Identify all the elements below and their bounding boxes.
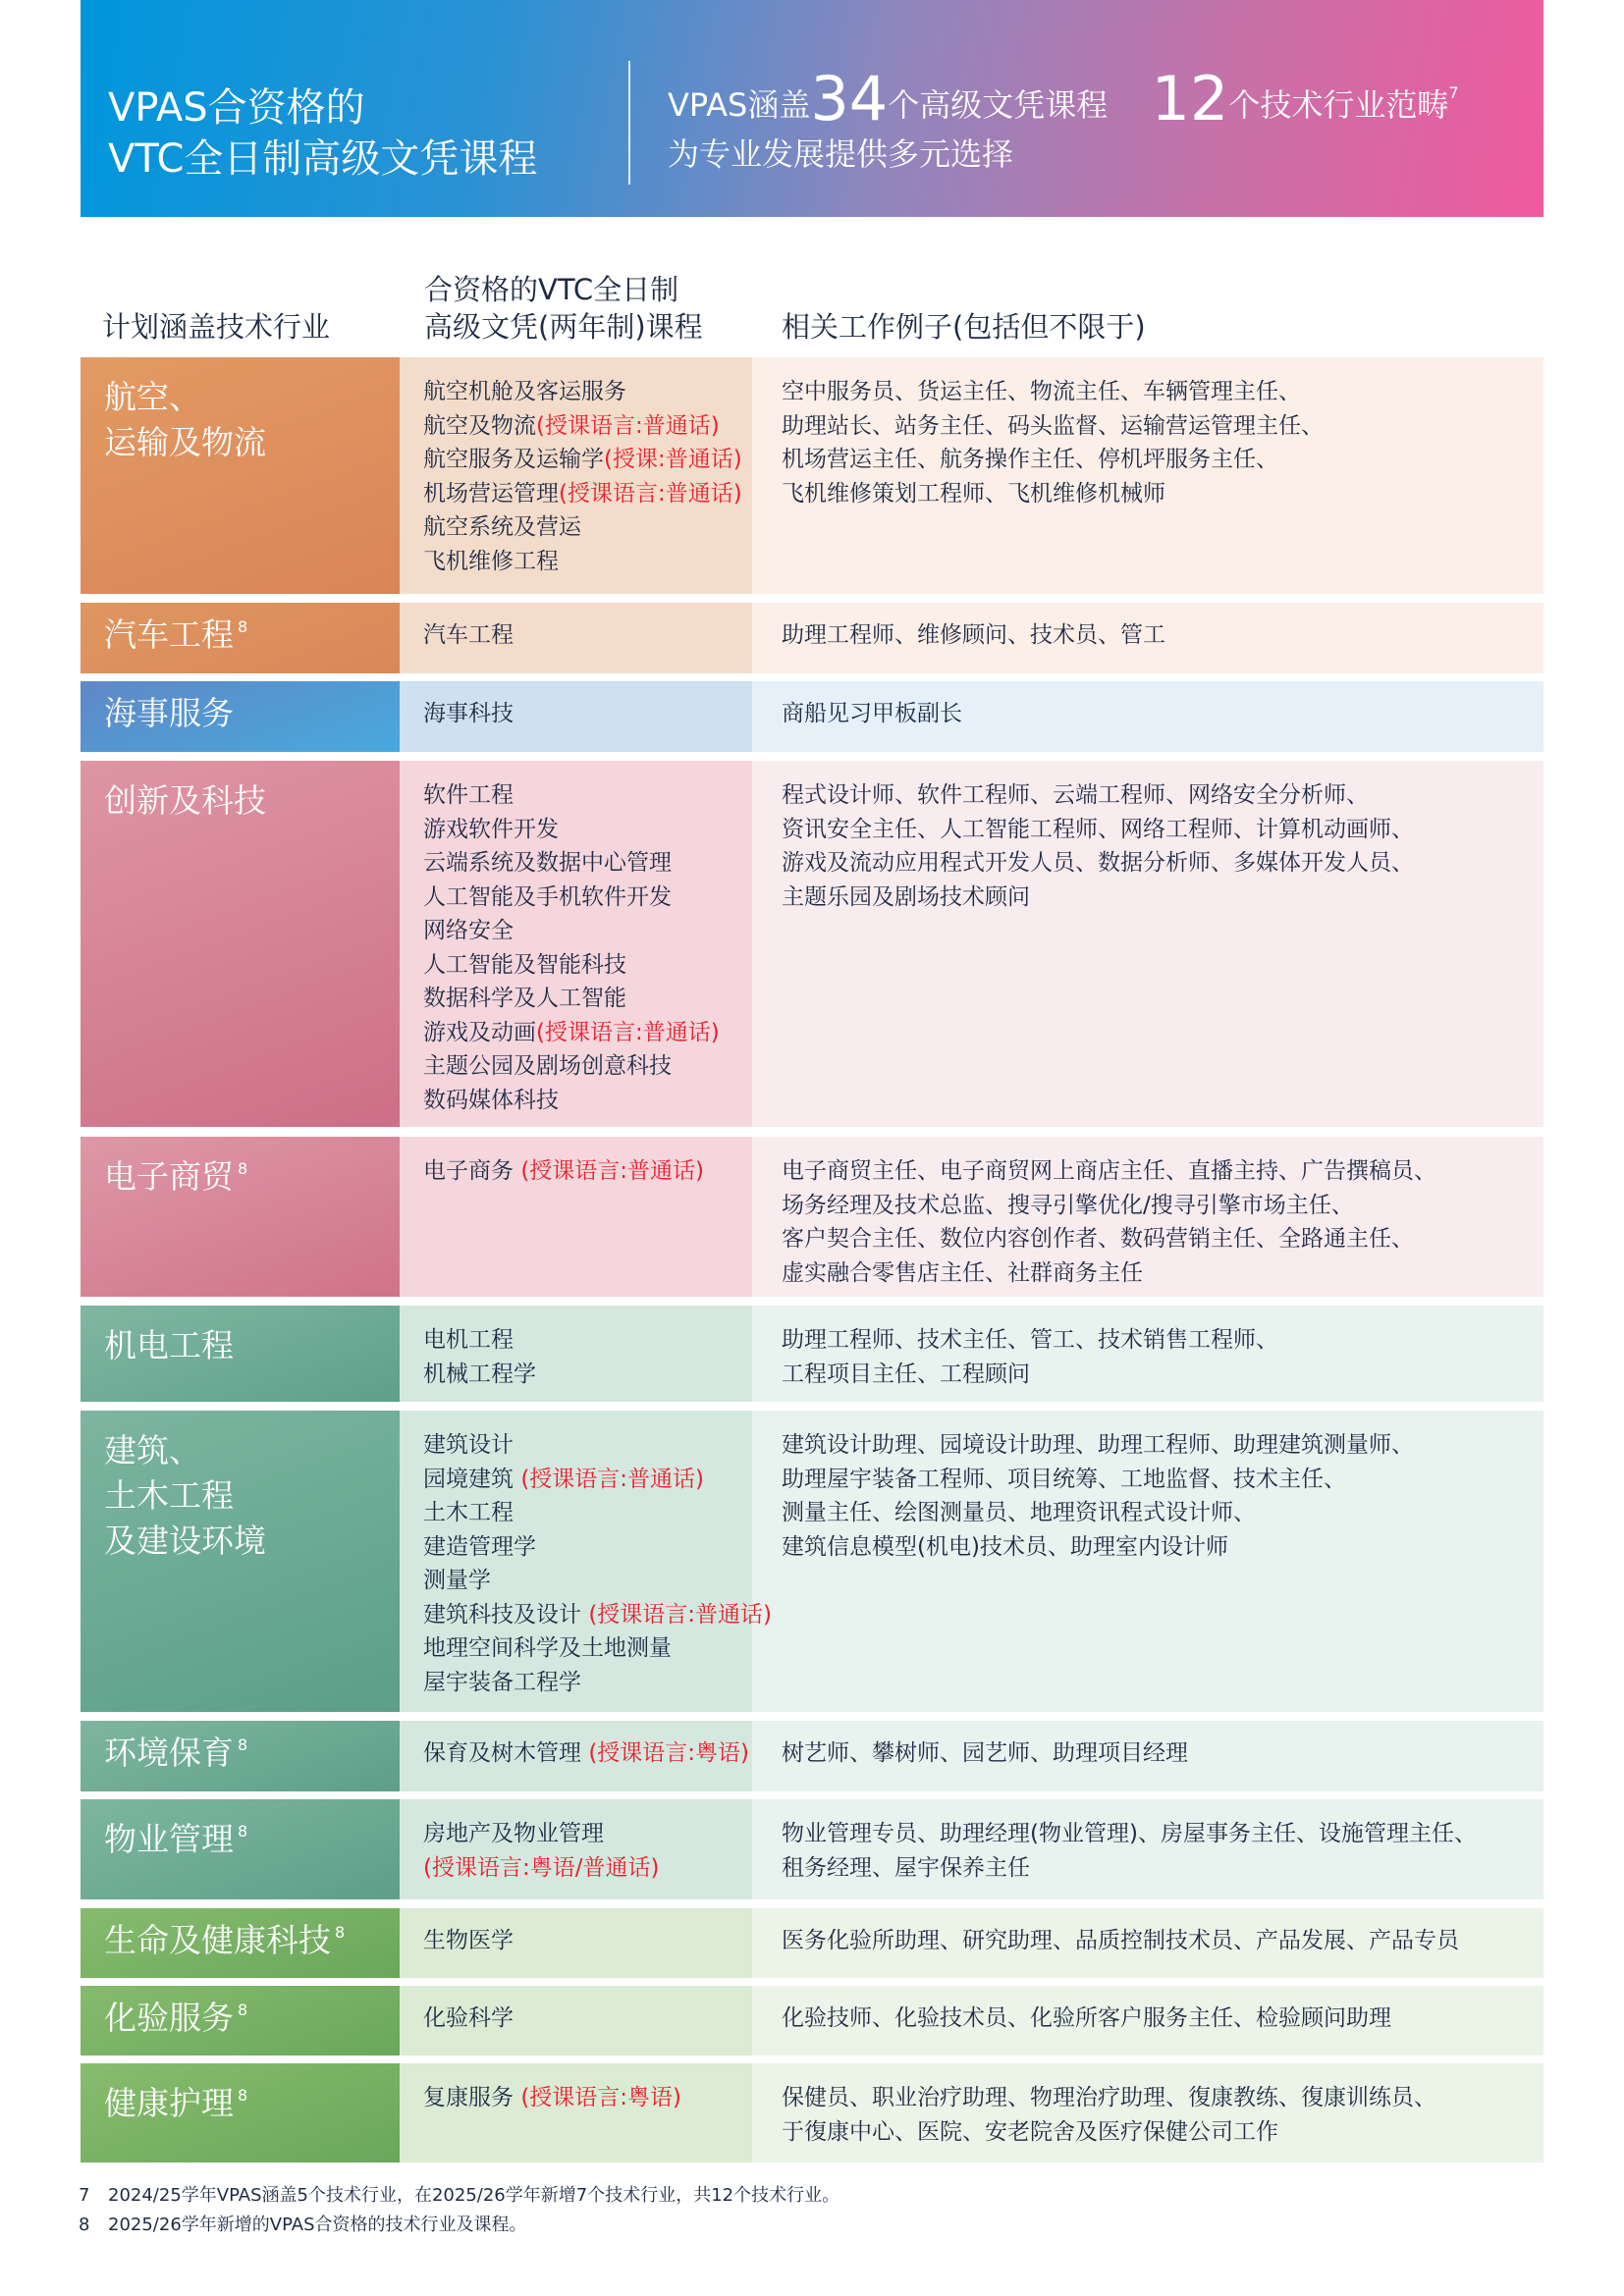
course-item <box>423 1496 752 1530</box>
job-line: 虚实融合零售店主任、社群商务主任 <box>782 1259 1143 1286</box>
course-name: 主题公园及剧场创意科技 <box>423 1053 672 1079</box>
language-note: (授课:普通话) <box>604 447 742 472</box>
industry-cell <box>81 2063 400 2163</box>
course-name: 航空及物流 <box>423 412 536 439</box>
industry-cell <box>81 1799 400 1899</box>
course-item <box>423 1564 752 1598</box>
course-name: 航空系统及营运 <box>423 514 581 540</box>
industry-cell <box>81 761 400 1127</box>
industry-cell <box>81 1411 400 1712</box>
course-cell <box>400 761 752 1127</box>
footnote-ref: 7 <box>1448 83 1459 102</box>
course-name: 地理空间科学及土地测量 <box>423 1635 672 1661</box>
industry-name: 生命及健康科技 <box>104 1921 331 1959</box>
course-item <box>423 697 752 731</box>
course-name: 园境建筑 <box>423 1466 521 1492</box>
job-line: 飞机维修策划工程师、飞机维修机械师 <box>782 480 1165 507</box>
job-line: 游戏及流动应用程式开发人员、数据分析师、多媒体开发人员、 <box>782 850 1414 876</box>
job-line: 场务经理及技术总监、搜寻引擎优化/搜寻引擎市场主任、 <box>782 1192 1354 1218</box>
course-cell <box>400 681 752 752</box>
table-row <box>81 1306 1543 1402</box>
job-line: 助理工程师、技术主任、管工、技术销售工程师、 <box>782 1327 1278 1353</box>
course-item <box>423 813 752 847</box>
industry-name: 海事服务 <box>104 694 234 732</box>
header-course <box>424 271 703 346</box>
course-name: 房地产及物业管理 <box>423 1821 604 1846</box>
course-cell <box>400 603 752 673</box>
language-note: (授课语言:普通话) <box>520 1466 705 1492</box>
industry-cell <box>81 1137 400 1297</box>
job-line: 主题乐园及剧场技术顾问 <box>782 883 1030 910</box>
jobs-cell <box>752 1799 1543 1899</box>
industry-name: 建筑、 <box>104 1431 201 1469</box>
course-item <box>423 545 752 579</box>
job-line: 程式设计师、软件工程师、云端工程师、网络安全分析师、 <box>782 782 1369 808</box>
jobs-cell <box>752 2063 1543 2163</box>
course-cell <box>400 1411 773 1712</box>
language-note: (授课语言:粤语/普通话) <box>423 1854 660 1881</box>
course-name: 机械工程学 <box>423 1361 536 1387</box>
course-name: 土木工程 <box>423 1500 514 1525</box>
footnote-ref: 8 <box>238 617 248 636</box>
language-note: (授课语言:普通话) <box>536 1019 720 1045</box>
job-line: 空中服务员、货运主任、物流主任、车辆管理主任、 <box>782 379 1301 404</box>
course-item <box>423 1358 752 1392</box>
jobs-cell <box>752 1137 1543 1297</box>
industry-name: 运输及物流 <box>104 423 266 461</box>
title-line-1: VPAS合资格的 <box>108 85 365 131</box>
industry-cell <box>81 1986 400 2056</box>
industry-name: 健康护理 <box>104 2084 234 2122</box>
industry-name: 物业管理 <box>104 1820 234 1858</box>
course-item <box>423 1530 752 1565</box>
table-row <box>81 1411 1543 1712</box>
jobs-cell <box>752 1986 1543 2056</box>
table-row <box>81 681 1543 752</box>
table-row <box>81 1137 1543 1297</box>
course-name: 游戏及动画 <box>423 1019 536 1045</box>
course-item <box>423 1924 752 1958</box>
course-item <box>423 1736 752 1771</box>
banner-title <box>108 82 537 185</box>
jobs-cell <box>752 357 1543 594</box>
header-course-line-2: 高级文凭(两年制)课程 <box>424 310 703 344</box>
course-cell <box>400 1986 752 2056</box>
industry-name: 及建设环境 <box>104 1522 266 1560</box>
footnote-8 <box>79 2211 527 2236</box>
course-item <box>423 1666 752 1700</box>
course-item <box>423 2081 752 2115</box>
language-note: (授课语言:粤语) <box>588 1740 750 1766</box>
course-item <box>423 881 752 915</box>
industry-name: 创新及科技 <box>104 781 266 820</box>
course-item <box>423 1016 752 1050</box>
table-row <box>81 2063 1543 2163</box>
industry-cell <box>81 603 400 673</box>
course-item <box>423 1851 752 1886</box>
course-cell <box>400 1721 752 1791</box>
course-name: 数据科学及人工智能 <box>423 986 626 1011</box>
language-note: (授课语言:普通话) <box>520 1158 705 1184</box>
course-name: 人工智能及智能科技 <box>423 951 626 978</box>
course-name: 航空服务及运输学 <box>423 447 604 472</box>
course-name: 化验科学 <box>423 2005 514 2031</box>
industry-name: 环境保育 <box>104 1734 234 1772</box>
table-row <box>81 357 1543 594</box>
course-item <box>423 1598 773 1632</box>
footnote-text: 2024/25学年VPAS涵盖5个技术行业，在2025/26学年新增7个技术行业，共12个技术行业。 <box>108 2185 840 2206</box>
industry-cell <box>81 357 400 594</box>
course-cell <box>400 1799 752 1899</box>
course-cell <box>400 1137 752 1297</box>
industry-name: 汽车工程 <box>104 615 234 654</box>
course-name: 复康服务 <box>423 2085 521 2110</box>
job-line: 助理屋宇装备工程师、项目统筹、工地监督、技术主任、 <box>782 1466 1346 1492</box>
industry-name: 化验服务 <box>104 1999 234 2037</box>
industry-cell <box>81 1721 400 1791</box>
course-cell <box>400 1908 752 1978</box>
jobs-cell <box>752 681 1543 752</box>
course-item <box>423 1154 752 1189</box>
course-item <box>423 948 752 983</box>
course-cell <box>400 357 752 594</box>
course-item <box>423 618 752 653</box>
course-name: 网络安全 <box>423 918 514 943</box>
course-cell <box>400 1306 752 1402</box>
course-name: 建筑科技及设计 <box>423 1601 589 1628</box>
footnote-text: 2025/26学年新增的VPAS合资格的技术行业及课程。 <box>108 2215 527 2235</box>
footnote-number: 8 <box>79 2215 90 2235</box>
course-item <box>423 443 752 477</box>
table-row <box>81 761 1543 1127</box>
footnote-number: 7 <box>79 2185 90 2206</box>
industry-cell <box>81 1306 400 1402</box>
jobs-cell <box>752 1908 1543 1978</box>
industry-cell <box>81 1908 400 1978</box>
stat-prefix: VPAS涵盖 <box>668 86 811 124</box>
table-row <box>81 1721 1543 1791</box>
course-item <box>423 1323 752 1358</box>
course-item <box>423 914 752 948</box>
industry-cell <box>81 681 400 752</box>
footnote-ref: 8 <box>238 2001 248 2019</box>
jobs-cell <box>752 603 1543 673</box>
course-name: 机场营运管理 <box>423 480 559 507</box>
footnote-ref: 8 <box>238 1159 248 1178</box>
banner-stats <box>668 63 1459 179</box>
job-line: 电子商贸主任、电子商贸网上商店主任、直播主持、广告撰稿员、 <box>782 1158 1436 1184</box>
header-industry: 计划涵盖技术行业 <box>102 310 331 344</box>
course-item <box>423 778 752 813</box>
course-cell <box>400 2063 752 2163</box>
course-name: 电机工程 <box>423 1327 514 1353</box>
course-name: 测量学 <box>423 1568 491 1593</box>
job-line: 客户契合主任、数位内容创作者、数码营销主任、全路通主任、 <box>782 1226 1414 1252</box>
jobs-cell <box>752 1721 1543 1791</box>
title-line-2: VTC全日制高级文凭课程 <box>108 136 538 182</box>
course-name: 飞机维修工程 <box>423 548 559 574</box>
course-item <box>423 409 752 444</box>
banner-divider <box>628 61 630 185</box>
table-row <box>81 1908 1543 1978</box>
job-line: 树艺师、攀树师、园艺师、助理项目经理 <box>782 1740 1188 1766</box>
course-name: 航空机舱及客运服务 <box>423 379 626 404</box>
course-item <box>423 1084 752 1118</box>
course-name: 生物医学 <box>423 1928 514 1953</box>
course-item <box>423 1049 752 1084</box>
course-item <box>423 1463 752 1497</box>
footnote-ref: 8 <box>238 1822 248 1841</box>
table-row <box>81 1799 1543 1899</box>
course-name: 保育及树木管理 <box>423 1740 589 1766</box>
job-line: 助理站长、站务主任、码头监督、运输营运管理主任、 <box>782 412 1324 439</box>
course-name: 建造管理学 <box>423 1533 536 1560</box>
jobs-cell <box>752 1306 1543 1402</box>
industry-name: 土木工程 <box>104 1476 234 1515</box>
course-name: 云端系统及数据中心管理 <box>423 850 672 876</box>
course-suffix: 个高级文凭课程 <box>888 86 1109 124</box>
industry-name: 航空、 <box>104 378 201 416</box>
jobs-cell <box>752 1411 1543 1712</box>
table-row <box>81 603 1543 673</box>
job-line: 工程项目主任、工程顾问 <box>782 1361 1030 1387</box>
course-name: 数码媒体科技 <box>423 1087 559 1113</box>
job-line: 化验技师、化验技术员、化验所客户服务主任、检验顾问助理 <box>782 2005 1391 2031</box>
job-line: 机场营运主任、航务操作主任、停机坪服务主任、 <box>782 447 1278 472</box>
footnote-ref: 8 <box>238 2086 248 2105</box>
job-line: 测量主任、绘图测量员、地理资讯程式设计师、 <box>782 1500 1256 1525</box>
industry-name: 电子商贸 <box>104 1157 234 1196</box>
course-name: 软件工程 <box>423 782 514 808</box>
course-item <box>423 1817 752 1851</box>
course-name: 汽车工程 <box>423 622 514 648</box>
table-row <box>81 1986 1543 2056</box>
course-name: 海事科技 <box>423 701 514 726</box>
industry-suffix: 个技术行业范畴 <box>1228 86 1449 124</box>
course-item <box>423 375 752 409</box>
course-item <box>423 1631 752 1666</box>
banner-subtitle: 为专业发展提供多元选择 <box>668 135 1014 173</box>
job-line: 建筑信息模型(机电)技术员、助理室内设计师 <box>782 1533 1228 1560</box>
job-line: 建筑设计助理、园境设计助理、助理工程师、助理建筑测量师、 <box>782 1432 1414 1458</box>
course-name: 游戏软件开发 <box>423 816 559 842</box>
course-item <box>423 477 752 511</box>
footnote-7 <box>79 2181 839 2207</box>
course-name: 人工智能及手机软件开发 <box>423 883 672 910</box>
footnote-ref: 8 <box>238 1735 248 1754</box>
course-item <box>423 982 752 1016</box>
job-line: 医务化验所助理、研究助理、品质控制技术员、产品发展、产品专员 <box>782 1928 1459 1953</box>
industry-count: 12 <box>1151 63 1229 134</box>
jobs-cell <box>752 761 1543 1127</box>
course-item <box>423 846 752 881</box>
language-note: (授课语言:普通话) <box>536 412 720 439</box>
header-banner <box>81 0 1543 217</box>
course-count: 34 <box>810 63 889 134</box>
course-item <box>423 1428 752 1463</box>
course-name: 屋宇装备工程学 <box>423 1669 581 1695</box>
language-note: (授课语言:普通话) <box>588 1601 773 1628</box>
job-line: 于復康中心、医院、安老院舍及医疗保健公司工作 <box>782 2118 1278 2145</box>
job-line: 保健员、职业治疗助理、物理治疗助理、復康教练、復康训练员、 <box>782 2085 1436 2110</box>
language-note: (授课语言:粤语) <box>520 2085 682 2110</box>
job-line: 助理工程师、维修顾问、技术员、管工 <box>782 622 1165 648</box>
course-item <box>423 2002 752 2036</box>
header-jobs: 相关工作例子(包括但不限于) <box>782 310 1146 344</box>
job-line: 资讯安全主任、人工智能工程师、网络工程师、计算机动画师、 <box>782 816 1414 842</box>
course-item <box>423 510 752 545</box>
job-line: 物业管理专员、助理经理(物业管理)、房屋事务主任、设施管理主任、 <box>782 1821 1477 1846</box>
footnote-ref: 8 <box>335 1923 346 1942</box>
job-line: 租务经理、屋宇保养主任 <box>782 1854 1030 1881</box>
language-note: (授课语言:普通话) <box>559 480 742 507</box>
job-line: 商船见习甲板副长 <box>782 701 962 726</box>
header-course-line-1: 合资格的VTC全日制 <box>424 273 679 306</box>
industry-name: 机电工程 <box>104 1326 234 1364</box>
course-name: 电子商务 <box>423 1158 521 1184</box>
course-name: 建筑设计 <box>423 1432 514 1458</box>
